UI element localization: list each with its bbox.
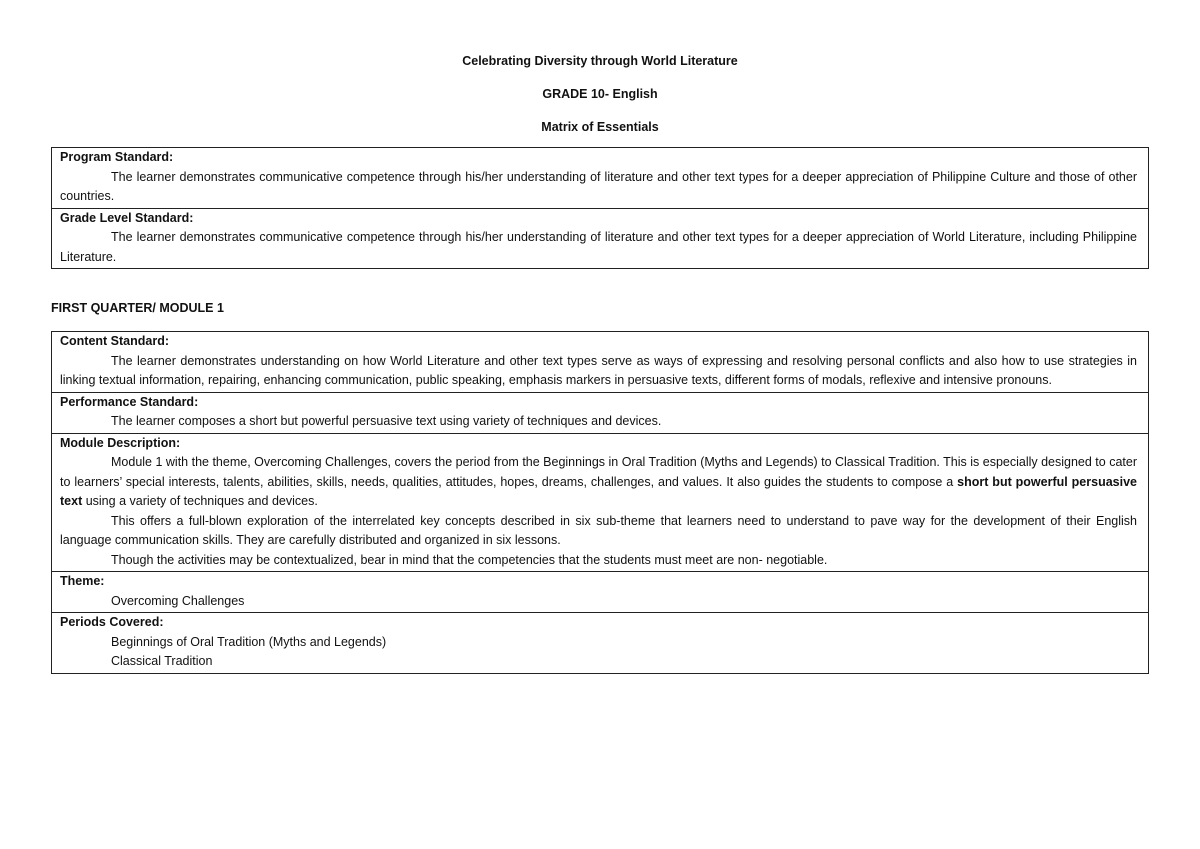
module-description-label: Module Description: xyxy=(60,435,181,450)
theme-label: Theme: xyxy=(60,574,105,588)
grade-heading: GRADE 10- English xyxy=(542,87,658,101)
period-item: Beginnings of Oral Tradition (Myths and Legends) xyxy=(111,634,387,649)
performance-standard-cell xyxy=(51,392,1149,433)
theme-cell xyxy=(51,571,1149,612)
theme-value: Overcoming Challenges xyxy=(111,593,245,608)
description-p1-start: Module 1 with the theme, Overcoming Challenges, covers the period from the Beginnings in Oral Tradition (Myths and Legends) to Classical Tradition. This is especially designed to cater to learners’ special interests, talents, abilities, skills, needs, qualities, attitudes, hopes, dreams, challenges, and values. It also guides the students to compose a xyxy=(60,455,1137,489)
content-standard-label: Content Standard: xyxy=(60,334,170,348)
description-p1-emphasis: short but powerful persuasive text xyxy=(60,474,1137,508)
document-title: Celebrating Diversity through World Literature xyxy=(462,54,738,68)
module-description-paragraph-1 xyxy=(60,453,1137,512)
module-description-paragraph-3: Though the activities may be contextualized, bear in mind that the competencies that the students must meet are non- negotiable. xyxy=(111,552,828,567)
grade-level-standard-label: Grade Level Standard: xyxy=(60,210,194,225)
program-standard-cell xyxy=(51,148,1149,208)
periods-covered-label: Periods Covered: xyxy=(60,615,164,629)
content-standard-text: The learner demonstrates understanding on how World Literature and other text types serve as ways of expressing and resolving personal conflicts and also how to use strategies in linking textual information, repairing, enhancing communication, public speaking, emphasis markers in persuasive texts, different forms of modals, reflexive and intensive pronouns. xyxy=(60,353,1137,387)
content-standard-cell xyxy=(51,332,1149,392)
matrix-heading: Matrix of Essentials xyxy=(541,120,659,134)
performance-standard-text: The learner composes a short but powerful persuasive text using variety of techniques and devices. xyxy=(111,414,662,428)
periods-covered-cell xyxy=(51,612,1149,673)
quarter-heading: FIRST QUARTER/ MODULE 1 xyxy=(51,301,224,315)
program-standard-label: Program Standard: xyxy=(60,150,174,164)
standards-table xyxy=(51,147,1149,269)
grade-level-standard-text: The learner demonstrates communicative competence through his/her understanding of literature and other text types for a deeper appreciation of World Literature, including Philippine Literature. xyxy=(60,230,1137,264)
module-description-cell xyxy=(51,433,1149,572)
program-standard-text: The learner demonstrates communicative competence through his/her understanding of literature and other text types for a deeper appreciation of Philippine Culture and those of other countries. xyxy=(60,169,1137,203)
grade-level-standard-cell xyxy=(51,208,1149,269)
module-description-paragraph-2: This offers a full-blown exploration of the interrelated key concepts described in six sub-theme that learners need to understand to pave way for the development of their English language communication skills. They are carefully distributed and organized in six lessons. xyxy=(60,513,1137,547)
performance-standard-label: Performance Standard: xyxy=(60,394,199,409)
module-table xyxy=(51,331,1149,674)
period-item: Classical Tradition xyxy=(111,654,213,668)
description-p1-end: using a variety of techniques and devices. xyxy=(82,494,318,508)
